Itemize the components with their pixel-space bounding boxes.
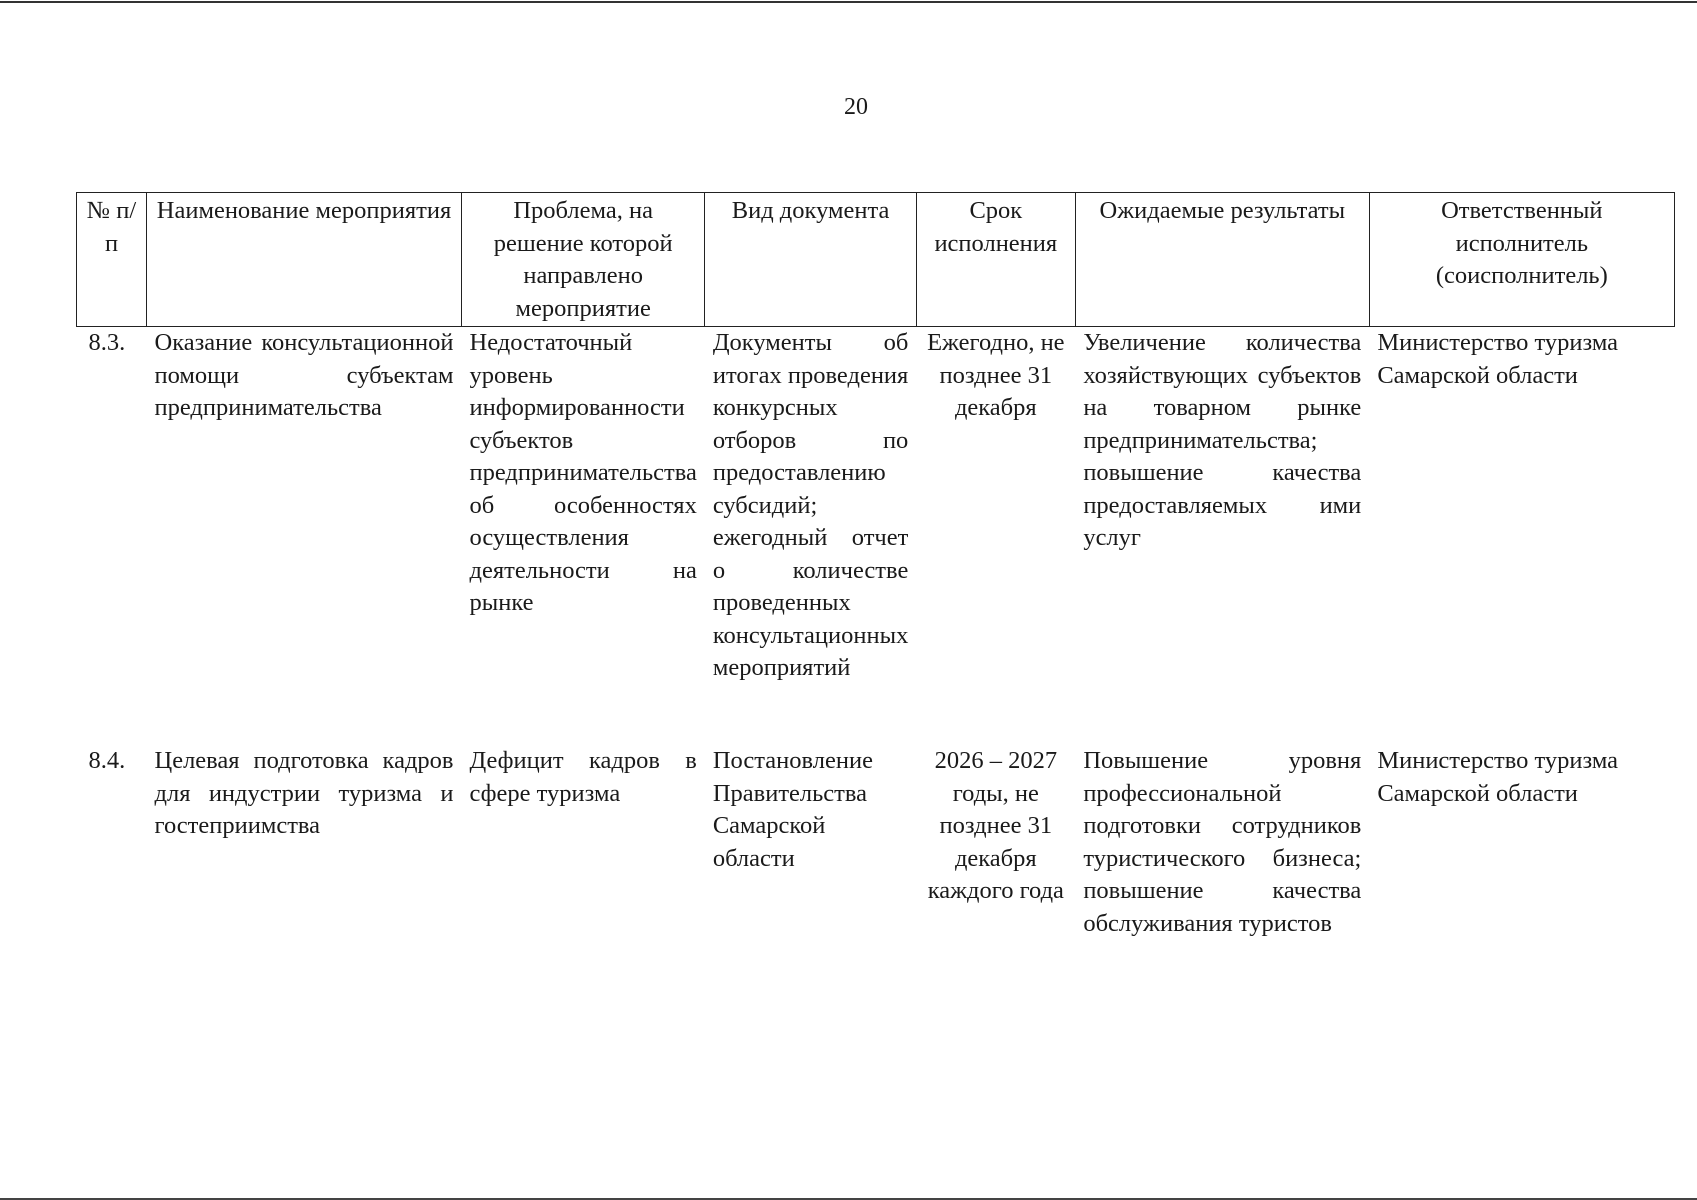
table-header-row	[77, 193, 1675, 327]
row-problem: Дефицит кадров в сфере туризма	[469, 747, 697, 807]
row-term: Ежегодно, не позднее 31 декабря	[927, 329, 1065, 421]
row-doc-type: Постановление Правительства Самарской области	[712, 747, 873, 872]
header-number: № п/п	[77, 193, 147, 327]
header-results: Ожидаемые результаты	[1075, 193, 1369, 327]
row-name: Оказание консультационной помощи субъектам предпринимательства	[154, 329, 454, 421]
row-doc-type: Документы об итогах проведения конкурсных отборов по предоставлению субсидий; ежегодный отчет о количестве проведенных консультационных мероприятий	[712, 329, 909, 681]
row-results: Повышение уровня профессиональной подготовки сотрудников туристического бизнеса; повышение качества обслуживания туристов	[1083, 747, 1362, 937]
row-results: Увеличение количества хозяйствующих субъектов на товарном рынке предпринимательства; повышение качества предоставляемых ими услуг	[1083, 329, 1362, 551]
table-row	[77, 745, 1675, 940]
row-number: 8.3.	[88, 329, 126, 356]
header-name: Наименование мероприятия	[147, 193, 462, 327]
row-problem: Недостаточный уровень информированности субъектов предпринимательства об особенностях осуществления деятельности на рынке	[469, 329, 697, 616]
measures-table	[76, 192, 1675, 940]
top-rule	[0, 1, 1697, 3]
row-executor: Министерство туризма Самарской области	[1377, 747, 1619, 807]
row-term: 2026 – 2027 годы, не позднее 31 декабря каждого года	[927, 747, 1064, 904]
row-executor: Министерство туризма Самарской области	[1377, 329, 1619, 389]
header-term: Срок исполнения	[916, 193, 1075, 327]
header-doc-type: Вид документа	[705, 193, 916, 327]
page-number: 20	[844, 94, 868, 120]
table-row	[77, 327, 1675, 746]
header-executor: Ответственный исполнитель (соисполнитель)	[1369, 193, 1674, 327]
row-name: Целевая подготовка кадров для индустрии туризма и гостеприимства	[154, 747, 454, 839]
row-number: 8.4.	[88, 747, 126, 774]
header-problem: Проблема, на решение которой направлено мероприятие	[462, 193, 705, 327]
